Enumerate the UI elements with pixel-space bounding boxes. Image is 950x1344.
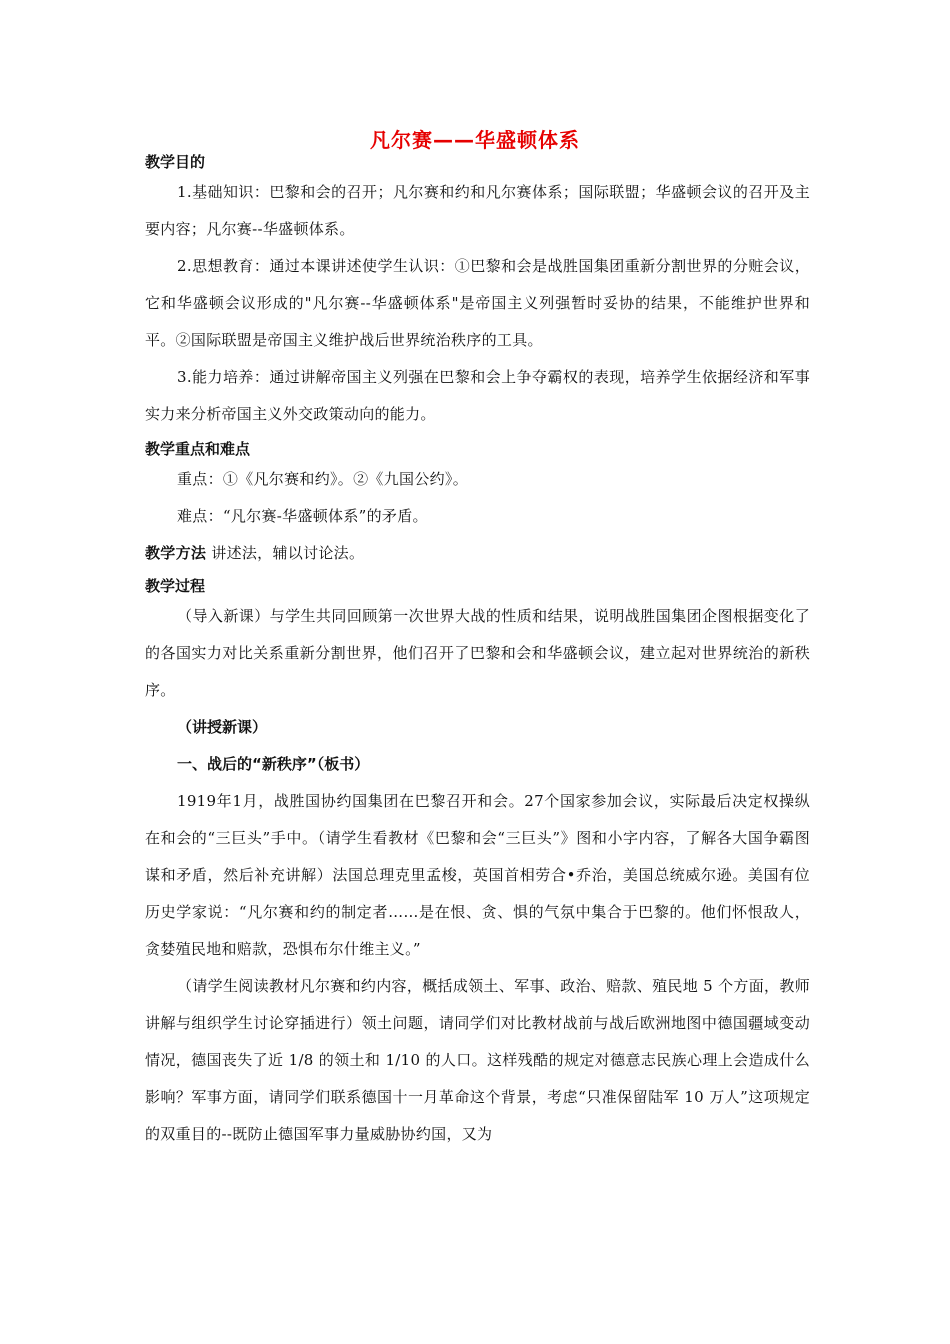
difficult-point: 难点：“凡尔赛-华盛顿体系”的矛盾。 bbox=[177, 507, 428, 525]
section-one-heading: 一、战后的“新秩序”（板书） bbox=[177, 755, 370, 773]
objective-2: 2.思想教育：通过本课讲述使学生认识：①巴黎和会是战胜国集团重新分割世界的分赃会议，它和华盛顿会议形成的"凡尔赛--华盛顿体系"是帝国主义列强暂时妥协的结果，不能维护世界和平。②国际联盟是帝国主义维护战后世界统治秩序的工具。 bbox=[145, 257, 810, 349]
body-paragraph-2: （请学生阅读教材凡尔赛和约内容，概括成领土、军事、政治、赔款、殖民地 5 个方面，教师讲解与组织学生讨论穿插进行）领土问题，请同学们对比教材战前与战后欧洲地图中德国疆域变动情况，德国丧失了近 1/8 的领土和 1/10 的人口。这样残酷的规定对德意志民族心理上会造成什么影响？军事方面，请同学们联系德国十一月革命这个背景，考虑“只准保留陆军 10 万人”这项规定的双重目的--既防止德国军事力量威胁协约国，又为 bbox=[145, 977, 810, 1143]
document-title: 凡尔赛——华盛顿体系 bbox=[370, 128, 580, 152]
key-point: 重点：①《凡尔赛和约》。②《九国公约》。 bbox=[177, 470, 469, 488]
lecture-label: （讲授新课） bbox=[177, 718, 268, 736]
section-heading-process: 教学过程 bbox=[145, 577, 206, 595]
intro-paragraph: （导入新课）与学生共同回顾第一次世界大战的性质和结果，说明战胜国集团企图根据变化了的各国实力对比关系重新分割世界，他们召开了巴黎和会和华盛顿会议，建立起对世界统治的新秩序。 bbox=[145, 607, 810, 699]
objective-3: 3.能力培养：通过讲解帝国主义列强在巴黎和会上争夺霸权的表现，培养学生依据经济和军事实力来分析帝国主义外交政策动向的能力。 bbox=[145, 368, 810, 423]
teaching-method bbox=[145, 535, 810, 572]
section-heading-objectives: 教学目的 bbox=[145, 153, 206, 171]
method-label: 教学方法 bbox=[145, 544, 207, 562]
method-text: 讲述法，辅以讨论法。 bbox=[206, 544, 365, 562]
document-body bbox=[145, 150, 810, 1153]
objective-1: 1.基础知识：巴黎和会的召开；凡尔赛和约和凡尔赛体系；国际联盟；华盛顿会议的召开及主要内容；凡尔赛--华盛顿体系。 bbox=[145, 183, 810, 238]
section-heading-key-points: 教学重点和难点 bbox=[145, 440, 251, 458]
body-paragraph-1: 1919年1月，战胜国协约国集团在巴黎召开和会。27个国家参加会议，实际最后决定权操纵在和会的“三巨头”手中。（请学生看教材《巴黎和会“三巨头”》图和小字内容，了解各大国争霸图谋和矛盾，然后补充讲解）法国总理克里孟梭，英国首相劳合•乔治，美国总统威尔逊。美国有位历史学家说：“凡尔赛和约的制定者……是在恨、贪、惧的气氛中集合于巴黎的。他们怀恨敌人，贪婪殖民地和赔款，恐惧布尔什维主义。” bbox=[145, 792, 810, 958]
